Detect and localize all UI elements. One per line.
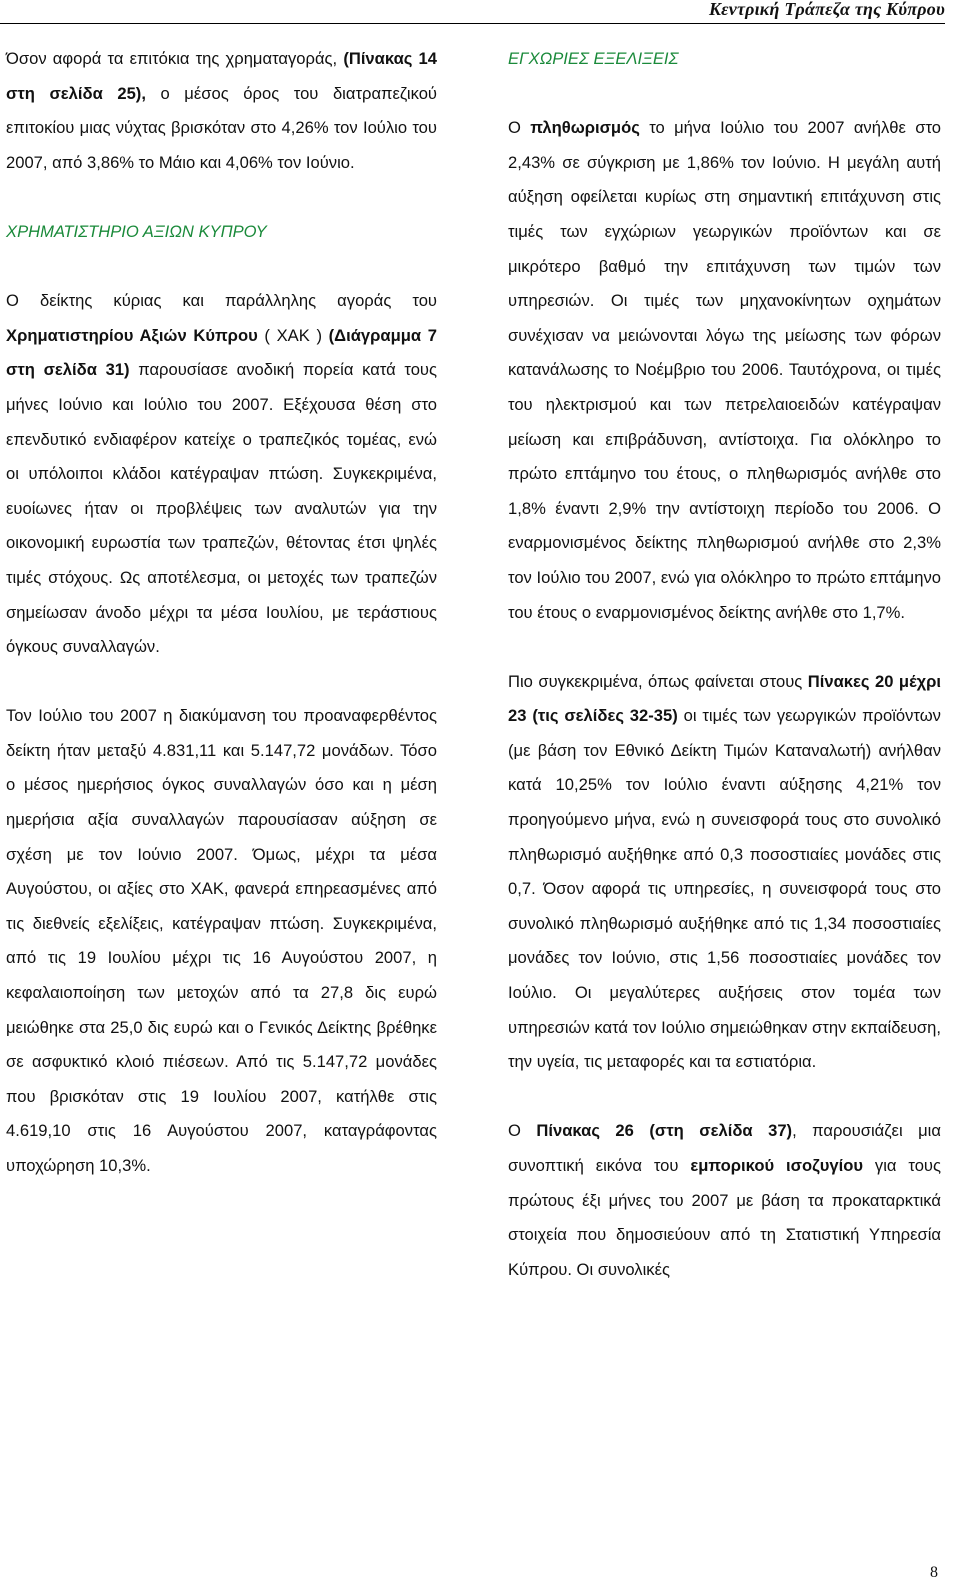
agricultural-prices-paragraph: Πιο συγκεκριμένα, όπως φαίνεται στους Πίνακες 20 μέχρι 23 (τις σελίδες 32-35) οι τιμές των γεωργικών προϊόντων (με βάση τον Εθνικό Δείκτη Τιμών Καταναλωτή) ανήλθαν κατά 10,25% τον Ιούλιο έναντι αύξησης 4,21% τον προηγούμενο μήνα, ενώ η συνεισφορά τους στο συνολικό πληθωρισμό αυξήθηκε από 0,3 ποσοστιαίες μονάδες στις 0,7. Όσον αφορά τις υπηρεσίες, η συνεισφορά τους στο συνολικό πληθωρισμό αυξήθηκε από τις 1,34 ποσοστιαίες μονάδες τον Ιούνιο, στις 1,56 ποσοστιαίες μονάδες τον Ιούλιο. Οι μεγαλύτερες αυξήσεις στον τομέα των υπηρεσιών κατά τον Ιούλιο σημειώθηκαν στην εκπαίδευση, την υγεία, τις μεταφορές και τα εστιατόρια. (508, 671, 941, 1072)
page-number: 8 (930, 1564, 938, 1581)
stock-index-paragraph: Ο δείκτης κύριας και παράλληλης αγοράς του Χρηματιστηρίου Αξιών Κύπρου ( ΧΑΚ ) (Διάγραμμα 7 στη σελίδα 31) παρουσίασε ανοδική πορεία κατά τους μήνες Ιούνιο και Ιούλιο του 2007. Εξέχουσα θέση στο επενδυτικό ενδιαφέρον κατείχε ο τραπεζικός τομέας, ενώ οι υπόλοιποι κλάδοι κατέγραψαν πτώση. Συγκεκριμένα, ευοίωνες ήταν οι προβλέψεις των αναλυτών για την οικονομική ευρωστία των τραπεζών, θέτοντας έτσι ψηλές τιμές στόχους. Ως αποτέλεσμα, οι μετοχές των τραπεζών σημείωσαν άνοδο μέχρι τα μέσα Ιουλίου, με τεράστιους όγκους συναλλαγών. (6, 291, 437, 657)
left-column (6, 42, 437, 1184)
inflation-paragraph: Ο πληθωρισμός το μήνα Ιούλιο του 2007 ανήλθε στο 2,43% σε σύγκριση με 1,86% τον Ιούνιο. Η μεγάλη αυτή αύξηση οφείλεται κυρίως στη σημαντική επιτάχυνση στις τιμές των εγχώριων γεωργικών προϊόντων και σε μικρότερο βαθμό την επιτάχυνση των τιμών των υπηρεσιών. Οι τιμές των μηχανοκίνητων οχημάτων συνέχισαν να μειώνονται λόγω της μείωσης των φόρων κατανάλωσης το Νοέμβριο του 2006. Ταυτόχρονα, οι τιμές του ηλεκτρισμού και των πετρελαιοειδών κατέγραψαν μείωση και επιβράδυνση, αντίστοιχα. Για ολόκληρο το πρώτο επτάμηνο του έτους, ο πληθωρισμός ανήλθε στο 1,8% έναντι 2,9% την αντίστοιχη περίοδο του 2006. Ο εναρμονισμένος δείκτης πληθωρισμού ανήλθε στο 2,3% τον Ιούλιο του 2007, ενώ για ολόκληρο το πρώτο επτάμηνο του έτους ο εναρμονισμένος δείκτης ανήλθε στο 1,7%. (508, 118, 941, 622)
stock-exchange-heading: ΧΡΗΜΑΤΙΣΤΗΡΙΟ ΑΞΙΩΝ ΚΥΠΡΟΥ (6, 221, 267, 241)
domestic-developments-heading: ΕΓΧΩΡΙΕΣ ΕΞΕΛΙΞΕΙΣ (508, 49, 679, 68)
page-header (0, 0, 945, 24)
index-fluctuation-paragraph: Τον Ιούλιο του 2007 η διακύμανση του προαναφερθέντος δείκτη ήταν μεταξύ 4.831,11 και 5.147,72 μονάδων. Τόσο ο μέσος ημερήσιος όγκος συναλλαγών όσο και η μέση ημερήσια αξία συναλλαγών παρουσίασαν αύξηση σε σχέση με τον Ιούνιο 2007. Όμως, μέχρι τα μέσα Αυγούστου, οι αξίες στο ΧΑΚ, φανερά επηρεασμένες από τις διεθνείς εξελίξεις, κατέγραψαν πτώση. Συγκεκριμένα, από τις 19 Ιουλίου μέχρι τις 16 Αυγούστου 2007, η κεφαλαιοποίηση των μετοχών από τα 27,8 δις ευρώ μειώθηκε στα 25,0 δις ευρώ και ο Γενικός Δείκτης βρέθηκε σε ασφυκτικό κλοιό πιέσεων. Από τις 5.147,72 μονάδες που βρισκόταν στις 19 Ιουλίου 2007, κατήλθε στις 4.619,10 στις 16 Αυγούστου 2007, καταγράφοντας υποχώρηση 10,3%. (6, 706, 437, 1175)
header-title: Κεντρική Τράπεζα της Κύπρου (708, 0, 945, 19)
trade-balance-paragraph: Ο Πίνακας 26 (στη σελίδα 37), παρουσιάζει μια συνοπτική εικόνα του εμπορικού ισοζυγίου για τους πρώτους έξι μήνες του 2007 με βάση τα προκαταρκτικά στοιχεία που δημοσιεύουν από τη Στατιστική Υπηρεσία Κύπρου. Οι συνολικές (508, 1121, 942, 1279)
right-column (508, 42, 941, 1287)
money-market-paragraph: Όσον αφορά τα επιτόκια της χρηματαγοράς, (Πίνακας 14 στη σελίδα 25), ο μέσος όρος του διατραπεζικού επιτοκίου μιας νύχτας βρισκόταν στο 4,26% τον Ιούλιο του 2007, από 3,86% το Μάιο και 4,06% τον Ιούνιο. (6, 49, 437, 172)
